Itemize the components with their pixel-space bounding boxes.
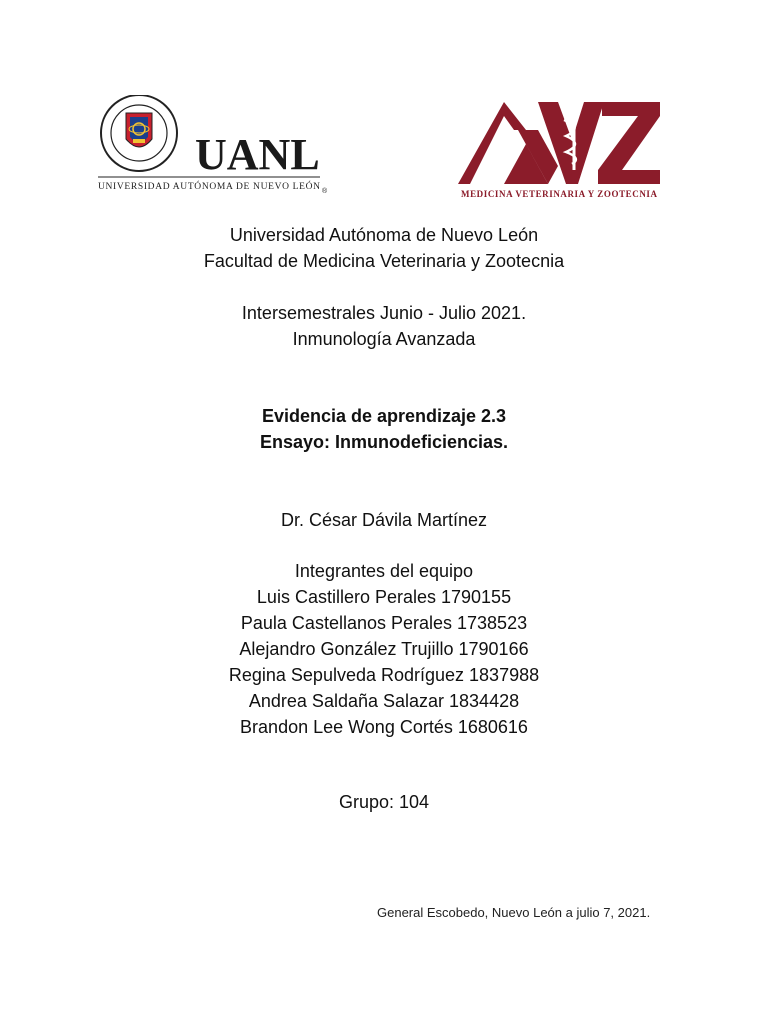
team-member: Alejandro González Trujillo 1790166 bbox=[239, 639, 529, 659]
team-block bbox=[0, 558, 768, 740]
essay-title: Ensayo: Inmunodeficiencias. bbox=[259, 432, 509, 452]
uanl-wordmark: UANL bbox=[195, 130, 320, 179]
course-block bbox=[0, 300, 768, 352]
evidence-block bbox=[0, 403, 768, 455]
institution-block bbox=[0, 222, 768, 274]
faculty-name: Facultad de Medicina Veterinaria y Zootecnia bbox=[203, 251, 565, 271]
team-member: Andrea Saldaña Salazar 1834428 bbox=[248, 691, 520, 711]
uanl-seal-icon bbox=[98, 95, 330, 197]
uanl-subtitle: UNIVERSIDAD AUTÓNOMA DE NUEVO LEÓN bbox=[98, 182, 320, 192]
team-heading: Integrantes del equipo bbox=[294, 561, 474, 581]
mvz-logo bbox=[456, 100, 662, 200]
professor-block bbox=[0, 507, 768, 533]
team-member: Brandon Lee Wong Cortés 1680616 bbox=[240, 717, 528, 737]
team-member: Luis Castillero Perales 1790155 bbox=[256, 587, 512, 607]
registered-mark: ® bbox=[322, 188, 328, 195]
mvz-caption: MEDICINA VETERINARIA Y ZOOTECNIA bbox=[461, 189, 657, 199]
evidence-title: Evidencia de aprendizaje 2.3 bbox=[261, 406, 507, 426]
course-period: Intersemestrales Junio - Julio 2021. bbox=[241, 303, 527, 323]
mvz-emblem-icon bbox=[456, 100, 662, 200]
group-number: Grupo: 104 bbox=[338, 792, 430, 812]
team-member: Regina Sepulveda Rodríguez 1837988 bbox=[228, 665, 540, 685]
professor-name: Dr. César Dávila Martínez bbox=[280, 510, 488, 530]
group-block bbox=[0, 789, 768, 815]
course-subject: Inmunología Avanzada bbox=[292, 329, 476, 349]
place-date: General Escobedo, Nuevo León a julio 7, 2021. bbox=[377, 905, 651, 920]
team-member: Paula Castellanos Perales 1738523 bbox=[240, 613, 528, 633]
uanl-logo bbox=[98, 95, 330, 197]
university-name: Universidad Autónoma de Nuevo León bbox=[229, 225, 539, 245]
